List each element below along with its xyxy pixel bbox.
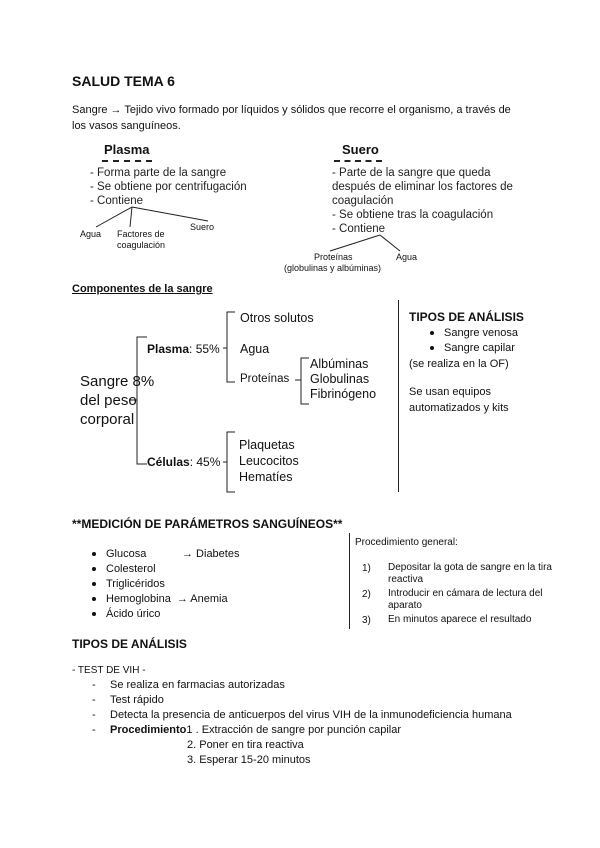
cells-pct: : 45% xyxy=(189,455,221,469)
vertical-separator xyxy=(398,300,399,492)
analysis-bullet-text: Sangre capilar xyxy=(444,342,515,354)
vih-procedure-label: Procedimiento xyxy=(110,724,187,736)
cell-plaquetas: Plaquetas xyxy=(239,438,295,452)
vih-item: - Detecta la presencia de anticuerpos del virus VIH de la inmunodeficiencia humana xyxy=(92,709,512,721)
procedure-step-line: reactiva xyxy=(388,574,424,585)
plasma-branch-coagulacion: coagulación xyxy=(117,240,166,250)
param-arrow: → Anemia xyxy=(176,593,228,605)
analysis-bullet xyxy=(430,327,518,339)
suero-branch-agua: Agua xyxy=(396,252,418,262)
vih-procedure: - Procedimiento1 . Extracción de sangre por punción capilar xyxy=(92,724,402,736)
cell-hematies: Hematíes xyxy=(239,470,293,484)
blood-root-label xyxy=(80,372,154,429)
plasma-branch-factores: Factores de xyxy=(117,229,165,239)
vih-item-text: Se realiza en farmacias autorizadas xyxy=(110,679,285,691)
vih-proc-step: 2. Poner en tira reactiva xyxy=(187,739,304,751)
vih-proc-step: 1 . Extracción de sangre por punción capilar xyxy=(186,724,402,736)
param-arrow: → Diabetes xyxy=(182,548,240,560)
procedure-step-line: En minutos aparece el resultado xyxy=(388,614,532,625)
plasma-note-item: - Contiene xyxy=(90,195,144,207)
vih-item: - Test rápido xyxy=(92,694,164,706)
plasma-branch-suero: Suero xyxy=(190,222,215,232)
plasma-label-text: Plasma xyxy=(147,342,190,356)
procedure-step-line: Introducir en cámara de lectura del xyxy=(388,588,543,599)
analysis-note-1: (se realiza en la OF) xyxy=(409,358,509,370)
plasma-item-agua: Agua xyxy=(240,342,270,356)
plasma-note-item: - Forma parte de la sangre xyxy=(90,167,227,179)
suero-note-item: coagulación xyxy=(332,195,394,207)
intro-line-2: los vasos sanguíneos. xyxy=(72,120,181,132)
vih-item-text: Detecta la presencia de anticuerpos del virus VIH de la inmunodeficiencia humana xyxy=(110,709,512,721)
param-item xyxy=(92,578,165,590)
suero-note-item: - Parte de la sangre que queda xyxy=(332,167,491,179)
suero-note-heading: Suero xyxy=(342,142,379,157)
bullet-dot xyxy=(92,597,96,601)
suero-underline xyxy=(334,160,382,162)
tipos-heading: TIPOS DE ANÁLISIS xyxy=(72,637,187,651)
procedure-heading: Procedimiento general: xyxy=(355,537,458,548)
plasma-branch-agua: Agua xyxy=(80,229,102,239)
test-vih-label: - TEST DE VIH - xyxy=(72,665,146,676)
cells-label-text: Células xyxy=(147,455,190,469)
vih-item-text: Test rápido xyxy=(110,694,164,706)
components-heading: Componentes de la sangre xyxy=(72,283,213,295)
procedure-step-line: Depositar la gota de sangre en la tira xyxy=(388,562,552,573)
analysis-note-2a: Se usan equipos xyxy=(409,386,491,398)
bullet-dot xyxy=(430,346,434,350)
root-line: corporal xyxy=(80,411,135,428)
protein-globulinas: Globulinas xyxy=(310,372,370,386)
procedure-step-num: 3) xyxy=(362,615,371,626)
suero-note-item: - Se obtiene tras la coagulación xyxy=(332,209,494,221)
suero-note-item: - Contiene xyxy=(332,223,386,235)
procedure-step-line: aparato xyxy=(388,600,422,611)
intro-line-1: Sangre → Tejido vivo formado por líquidos y sólidos que recorre el organismo, a través de xyxy=(72,104,511,116)
bullet-dot xyxy=(92,552,96,556)
param-name: Hemoglobina xyxy=(106,593,171,605)
cell-leucocitos: Leucocitos xyxy=(239,454,299,468)
bullet-dot xyxy=(92,612,96,616)
analysis-box-heading: TIPOS DE ANÁLISIS xyxy=(409,310,524,324)
param-item xyxy=(92,548,240,560)
plasma-label xyxy=(147,342,220,356)
cells-label xyxy=(147,455,220,469)
bullet-dot xyxy=(92,567,96,571)
bullet-dot xyxy=(430,331,434,335)
measurement-heading: **MEDICIÓN DE PARÁMETROS SANGUÍNEOS** xyxy=(72,517,343,531)
suero-branch-globulinas: (globulinas y albúminas) xyxy=(284,263,382,273)
analysis-bullet xyxy=(430,342,515,354)
procedure-step-num: 2) xyxy=(362,589,371,600)
plasma-note-heading: Plasma xyxy=(104,142,150,157)
plasma-item-proteinas: Proteínas xyxy=(240,373,290,385)
page-title: SALUD TEMA 6 xyxy=(72,73,175,89)
protein-fibrinogeno: Fibrinógeno xyxy=(310,387,377,401)
analysis-note-2b: automatizados y kits xyxy=(409,402,509,414)
suero-note-item: después de eliminar los factores de xyxy=(332,181,513,193)
param-name: Glucosa xyxy=(106,548,147,560)
plasma-item-otros: Otros solutos xyxy=(240,311,314,325)
param-name: Ácido úrico xyxy=(106,608,161,620)
procedure-separator xyxy=(349,533,350,629)
vih-item: - Se realiza en farmacias autorizadas xyxy=(92,679,285,691)
procedure-step-num: 1) xyxy=(362,563,371,574)
param-name: Colesterol xyxy=(106,563,156,575)
protein-albuminas: Albúminas xyxy=(310,357,369,371)
plasma-pct: : 55% xyxy=(189,342,220,356)
param-item xyxy=(92,608,160,620)
analysis-bullet-text: Sangre venosa xyxy=(444,327,518,339)
suero-branch-proteinas: Proteínas xyxy=(314,252,353,262)
plasma-underline xyxy=(102,160,152,162)
root-line: del peso xyxy=(80,392,137,409)
bullet-dot xyxy=(92,582,96,586)
param-item xyxy=(92,563,156,575)
param-item xyxy=(92,593,228,605)
plasma-note-item: - Se obtiene por centrifugación xyxy=(90,181,247,193)
vih-proc-step: 3. Esperar 15-20 minutos xyxy=(187,754,311,766)
param-name: Triglicéridos xyxy=(106,578,165,590)
root-line: Sangre 8% xyxy=(80,373,155,390)
